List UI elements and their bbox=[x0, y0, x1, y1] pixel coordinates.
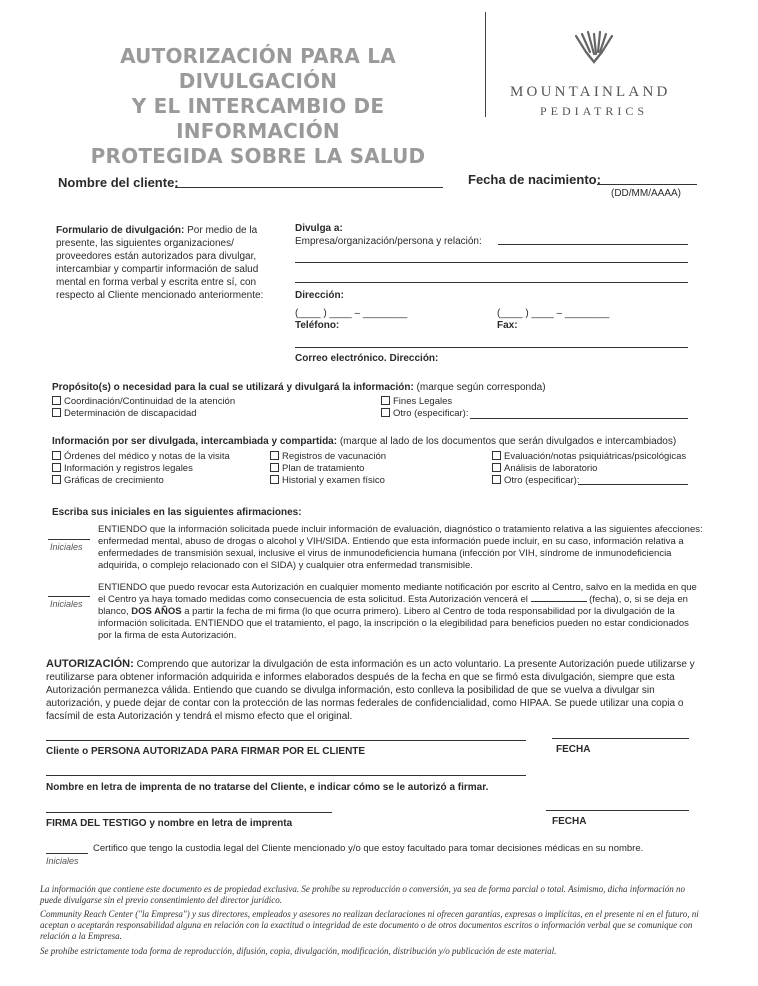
header-divider bbox=[485, 12, 486, 117]
print-name-field[interactable] bbox=[46, 775, 526, 776]
dob-format: (DD/MM/AAAA) bbox=[611, 188, 681, 199]
initials-field-1[interactable] bbox=[48, 539, 90, 540]
purpose-other-field[interactable] bbox=[470, 418, 688, 419]
initials-field-2[interactable] bbox=[48, 596, 90, 597]
authorization-paragraph bbox=[46, 658, 704, 723]
checkbox[interactable] bbox=[492, 475, 501, 484]
dob-field[interactable] bbox=[597, 184, 697, 185]
checkbox[interactable] bbox=[52, 451, 61, 460]
witness-date-field[interactable] bbox=[546, 810, 689, 811]
purpose-opt-other[interactable] bbox=[381, 408, 469, 420]
purpose-note: (marque según corresponda) bbox=[413, 382, 546, 393]
expiry-date-field[interactable] bbox=[531, 601, 587, 602]
option-label: Coordinación/Continuidad de la atención bbox=[64, 396, 236, 407]
title-line-2: Y EL INTERCAMBIO DE INFORMACIÓN bbox=[131, 94, 385, 143]
title-line-1: AUTORIZACIÓN PARA LA DIVULGACIÓN bbox=[120, 44, 396, 93]
option-label: Otro (especificar): bbox=[393, 408, 469, 419]
date-label-2: FECHA bbox=[552, 816, 587, 827]
purpose-opt-disability[interactable] bbox=[52, 408, 197, 420]
authorization-bold: AUTORIZACIÓN: bbox=[46, 658, 134, 670]
initials-statement-2 bbox=[98, 582, 703, 642]
fax-label: Fax: bbox=[497, 320, 518, 331]
info-bold: Información por ser divulgada, intercambiada y compartida: bbox=[52, 436, 338, 447]
client-signature-field[interactable] bbox=[46, 740, 526, 741]
option-label: Análisis de laboratorio bbox=[504, 463, 598, 474]
client-date-field[interactable] bbox=[552, 738, 689, 739]
checkbox[interactable] bbox=[270, 475, 279, 484]
footer-p2: Community Reach Center ("la Empresa") y sus directores, empleados y asesores no realizan declaraciones ni ofrecen garantías, expresas o implícitas, en el presente ni en el futuro, ni aceptan o aceptarán responsabilidad alguna en relación con la exactitud o integridad de este documento o de otros documentos escritos o información verbal que se comunique con relación a la Empresa. bbox=[40, 909, 699, 941]
option-label: Evaluación/notas psiquiátricas/psicológicas bbox=[504, 451, 687, 462]
fax-field[interactable]: (____ ) ____ – ________ bbox=[497, 308, 610, 319]
option-label: Plan de tratamiento bbox=[282, 463, 365, 474]
brand-subtitle: PEDIATRICS bbox=[540, 104, 649, 118]
info-opt-lab[interactable] bbox=[492, 463, 597, 475]
option-label: Órdenes del médico y notas de la visita bbox=[64, 451, 230, 462]
print-name-label: Nombre en letra de imprenta de no tratarse del Cliente, e indicar cómo se le autorizó a firmar. bbox=[46, 782, 489, 793]
authorization-text: Comprendo que autorizar la divulgación de esta información es un acto voluntario. La presente Autorización puede utilizarse y reutilizarse para obtener información adquirida e informes elaborados después de la fecha en que se firmó esta divulgación, siempre que esta Autorización permanezca válida. Entiendo que cuando se divulga información, esto conlleva la posibilidad de que se vuelva a divulgar sin autorización, y puede dejar de contar con la protección de las normas federales de confidencialidad, como HIPAA. Se puede utilizar una copia o facsímil de esta Autorización y tendrá el mismo efecto que el original. bbox=[46, 659, 695, 722]
checkbox[interactable] bbox=[492, 451, 501, 460]
stmt2-bold: DOS AÑOS bbox=[131, 606, 182, 617]
phone-field[interactable]: (____ ) ____ – ________ bbox=[295, 308, 408, 319]
custody-initials-field[interactable] bbox=[46, 853, 88, 854]
witness-field[interactable] bbox=[46, 812, 332, 813]
checkbox[interactable] bbox=[52, 475, 61, 484]
release-paragraph bbox=[56, 224, 278, 302]
option-label: Gráficas de crecimiento bbox=[64, 475, 164, 486]
option-label: Información y registros legales bbox=[64, 463, 193, 474]
checkbox[interactable] bbox=[381, 396, 390, 405]
option-label: Registros de vacunación bbox=[282, 451, 387, 462]
email-label: Correo electrónico. Dirección: bbox=[295, 353, 439, 364]
brand-name: MOUNTAINLAND bbox=[510, 84, 671, 100]
initials-label-1: Iniciales bbox=[50, 542, 83, 552]
checkbox[interactable] bbox=[270, 463, 279, 472]
mountain-heart-icon bbox=[568, 30, 620, 71]
stmt2-part-b: (fecha), o, si se deja en blanco, bbox=[98, 594, 688, 617]
purpose-opt-legal[interactable] bbox=[381, 396, 452, 408]
checkbox[interactable] bbox=[381, 408, 390, 417]
purpose-heading bbox=[52, 381, 546, 394]
option-label: Historial y examen físico bbox=[282, 475, 385, 486]
org-field-3[interactable] bbox=[295, 282, 688, 283]
checkbox[interactable] bbox=[492, 463, 501, 472]
custody-initials-label: Iniciales bbox=[46, 856, 79, 866]
initials-heading: Escriba sus iniciales en las siguientes afirmaciones: bbox=[52, 507, 302, 518]
purpose-opt-coordination[interactable] bbox=[52, 396, 235, 408]
checkbox[interactable] bbox=[52, 463, 61, 472]
org-field-2[interactable] bbox=[295, 262, 688, 263]
client-name-field[interactable] bbox=[175, 187, 443, 188]
option-label: Determinación de discapacidad bbox=[64, 408, 197, 419]
info-opt-psych[interactable] bbox=[492, 451, 686, 463]
info-opt-treatment[interactable] bbox=[270, 463, 364, 475]
info-opt-history[interactable] bbox=[270, 475, 385, 487]
client-name-label: Nombre del cliente: bbox=[58, 175, 179, 190]
release-text: Por medio de la presente, las siguientes organizaciones/ proveedores están autorizados para divulgar, intercambiar y compartir información de salud mental en forma verbal y escrita entre sí, con respecto al Cliente mencionado anteriormente: bbox=[56, 225, 264, 301]
form-title bbox=[62, 44, 454, 169]
footer-p1: La información que contiene este documento es de propiedad exclusiva. Se prohíbe su reproducción o conversión, ya sea de forma parcial o total. Asimismo, dicha información no puede divulgarse sin el previo consentimiento del director jurídico. bbox=[40, 884, 686, 905]
info-note: (marque al lado de los documentos que serán divulgados e intercambiados) bbox=[337, 436, 677, 447]
email-field[interactable] bbox=[295, 347, 688, 348]
option-label: Fines Legales bbox=[393, 396, 453, 407]
info-opt-growth[interactable] bbox=[52, 475, 164, 487]
date-label-1: FECHA bbox=[556, 744, 591, 755]
address-label: Dirección: bbox=[295, 290, 344, 301]
phone-label: Teléfono: bbox=[295, 320, 340, 331]
checkbox[interactable] bbox=[52, 396, 61, 405]
initials-statement-1: ENTIENDO que la información solicitada puede incluir información de evaluación, diagnóstico o tratamiento relativa a las siguientes afecciones: enfermedad mental, abuso de drogas o alcohol y VIH/SIDA. Entiendo que esta información puede incluir, en su caso, información relativa a enfermedades de transmisión sexual, inclusive el virus de inmunodeficiencia humana (infección por VIH, síndrome de inmunodeficiencia adquirida, o complejo relacionado con el SIDA) y cualquier otra enfermedad transmisible. bbox=[98, 524, 703, 571]
info-other-field[interactable] bbox=[578, 484, 688, 485]
title-line-3: PROTEGIDA SOBRE LA SALUD bbox=[90, 144, 426, 168]
purpose-bold: Propósito(s) o necesidad para la cual se utilizará y divulgará la información: bbox=[52, 382, 414, 393]
custody-statement: Certifico que tengo la custodia legal del Cliente mencionado y/o que estoy facultado para tomar decisiones médicas en su nombre. bbox=[93, 843, 644, 854]
checkbox[interactable] bbox=[270, 451, 279, 460]
info-opt-vaccines[interactable] bbox=[270, 451, 386, 463]
org-label: Empresa/organización/persona y relación: bbox=[295, 236, 482, 247]
option-label: Otro (especificar): bbox=[504, 475, 580, 486]
footer-p3: Se prohíbe estrictamente toda forma de reproducción, difusión, copia, divulgación, modificación, distribución y/o publicación de este material. bbox=[40, 946, 557, 956]
initials-label-2: Iniciales bbox=[50, 599, 83, 609]
client-signature-label: Cliente o PERSONA AUTORIZADA PARA FIRMAR POR EL CLIENTE bbox=[46, 746, 366, 757]
info-opt-legal[interactable] bbox=[52, 463, 193, 475]
dob-label: Fecha de nacimiento: bbox=[468, 172, 601, 187]
discloses-label: Divulga a: bbox=[295, 223, 343, 234]
info-heading bbox=[52, 435, 676, 448]
release-bold-label: Formulario de divulgación: bbox=[56, 225, 185, 236]
info-opt-orders[interactable] bbox=[52, 451, 230, 463]
info-opt-other[interactable] bbox=[492, 475, 580, 487]
witness-label: FIRMA DEL TESTIGO y nombre en letra de imprenta bbox=[46, 818, 293, 829]
org-field[interactable] bbox=[498, 244, 688, 245]
checkbox[interactable] bbox=[52, 408, 61, 417]
stmt2-part-c: a partir la fecha de mi firma (lo que ocurra primero). Libero al Centro de toda responsabilidad por la divulgación de la información solicitada. ENTIENDO que el tratamiento, el pago, la inscripción o la elegibilidad para beneficios pueden no estar condicionados por la firma de esta Autorización. bbox=[98, 606, 689, 641]
stmt2-part-a: ENTIENDO que puedo revocar esta Autorización en cualquier momento mediante notificación por escrito al Centro, salvo en la medida en que el Centro ya haya tomado medidas como consecuencia de esta solicitud. Esta Autorización vencerá el bbox=[98, 582, 697, 605]
